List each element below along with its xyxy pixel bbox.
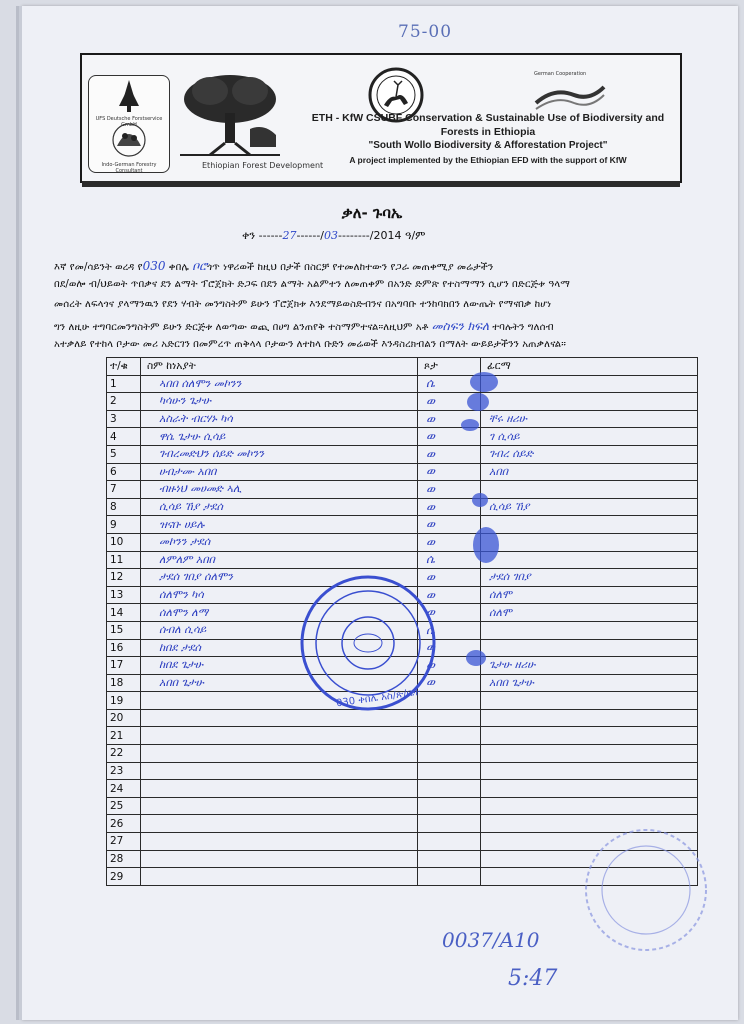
table-row — [107, 692, 698, 710]
row-name: ሰለሞን ካሳ — [141, 586, 418, 604]
date-prefix: ቀን — [242, 229, 256, 242]
row-name — [141, 815, 418, 833]
paragraph-line-3: መሰረት ለፍላጎና ያላማንዉን የደን ሃብት መንግስትም ይሁን ፕሮጀክቱ እንደማይወስድብንና በአግባቡ ተንከባክበን ለውጤት የማናበቃ ከሆነ — [54, 299, 552, 310]
table-row — [107, 797, 698, 815]
row-name: ከበደ ጌታሁ — [141, 657, 418, 675]
row-number: 5 — [107, 445, 141, 463]
table-row — [107, 657, 698, 675]
attendance-table — [106, 357, 698, 886]
row-signature: አበበ ጌታሁ — [481, 674, 698, 692]
row-sex — [418, 692, 481, 710]
row-sex: ወ — [418, 481, 481, 499]
table-row — [107, 393, 698, 411]
table-row — [107, 551, 698, 569]
row-signature: ገ ሲሳይ — [481, 428, 698, 446]
table-row — [107, 868, 698, 886]
row-sex: ወ — [418, 410, 481, 428]
row-sex — [418, 850, 481, 868]
row-signature — [481, 533, 698, 551]
table-row — [107, 481, 698, 499]
paragraph-line-4: ግን ለዚሁ ተግባርመንግስትም ይሁን ድርጅቱ ለወጣው ወጪ በሀግ ልንጠየቅ ተስማምተናል።ለዚህም አቶ መስፍን ክፍለ ተባሉትን ግለሰብ — [54, 319, 554, 333]
table-row — [107, 463, 698, 481]
row-sex: ወ — [418, 586, 481, 604]
row-number: 27 — [107, 833, 141, 851]
row-number: 16 — [107, 639, 141, 657]
table-row — [107, 815, 698, 833]
paragraph-line-2: በደ/ወሎ ብ/ህይወት ጥበቃና ደን ልማት ፕሮጀክት ድጋፍ በደን ልማት አልምተን ለመጠቀም በአንድ ድምጽ የተስማማን ሲሆን በድርጅቱ ዓላማ — [54, 279, 571, 290]
row-name: አስራት ብርሃኑ ካሳ — [141, 410, 418, 428]
row-sex: ሴ — [418, 375, 481, 393]
row-name: ለምለም አበበ — [141, 551, 418, 569]
row-name: ዝናቡ ሀይሉ — [141, 516, 418, 534]
table-row — [107, 850, 698, 868]
row-signature — [481, 868, 698, 886]
row-number: 25 — [107, 797, 141, 815]
table-row — [107, 445, 698, 463]
row-number: 18 — [107, 674, 141, 692]
ufs-logo — [88, 75, 170, 173]
table-row — [107, 674, 698, 692]
table-header-row — [107, 358, 698, 376]
row-sex: ወ — [418, 674, 481, 692]
row-name — [141, 745, 418, 763]
row-name: ታደሰ ገበያ ሰለሞን — [141, 569, 418, 587]
kebele-number: 030 — [142, 259, 166, 273]
row-name: ካሳሁን ጌታሁ — [141, 393, 418, 411]
efd-tree-logo — [180, 69, 280, 157]
row-number: 4 — [107, 428, 141, 446]
row-name — [141, 797, 418, 815]
row-number: 29 — [107, 868, 141, 886]
row-sex: ወ — [418, 516, 481, 534]
row-sex — [418, 797, 481, 815]
row-signature: ገብረ ሰይድ — [481, 445, 698, 463]
row-number: 15 — [107, 621, 141, 639]
row-sex: ሴ — [418, 551, 481, 569]
row-signature — [481, 727, 698, 745]
row-sex — [418, 709, 481, 727]
row-sex — [418, 762, 481, 780]
date-day: 27 — [282, 229, 297, 242]
row-signature: ጌታሁ ዘሪሁ — [481, 657, 698, 675]
table-row — [107, 621, 698, 639]
row-sex: ወ — [418, 639, 481, 657]
table-row — [107, 586, 698, 604]
table-row — [107, 498, 698, 516]
row-number: 10 — [107, 533, 141, 551]
row-number: 17 — [107, 657, 141, 675]
row-number: 2 — [107, 393, 141, 411]
row-name: ከበደ ታደሰ — [141, 639, 418, 657]
row-signature: ታደሰ ገበያ — [481, 569, 698, 587]
row-signature — [481, 516, 698, 534]
row-name — [141, 833, 418, 851]
row-name — [141, 868, 418, 886]
row-number: 21 — [107, 727, 141, 745]
header-name: ስም ከነአያት — [141, 358, 418, 376]
row-number: 20 — [107, 709, 141, 727]
row-name: ዋሴ ጌታሁ ሲሳይ — [141, 428, 418, 446]
row-signature — [481, 639, 698, 657]
row-sex: ወ — [418, 393, 481, 411]
row-sex — [418, 815, 481, 833]
leader-name: መስፍን ክፍለ — [431, 319, 490, 333]
row-number: 7 — [107, 481, 141, 499]
row-number: 9 — [107, 516, 141, 534]
row-sex: ወ — [418, 463, 481, 481]
table-row — [107, 375, 698, 393]
project-title — [298, 111, 678, 167]
row-signature — [481, 709, 698, 727]
row-number: 13 — [107, 586, 141, 604]
page-number: 75-00 — [398, 22, 453, 42]
row-signature — [481, 850, 698, 868]
row-number: 26 — [107, 815, 141, 833]
header-sex: ጾታ — [418, 358, 481, 376]
paragraph-line-5: አተቃለይ የተከላ ቦታው መሪ አድርገን በመምረጥ ጠቅላላ ቦታውን ለተከላ ቡድን መሬወች እንዳስረክብልን በማለት ውይይታችንን አጠቃለናል። — [54, 339, 567, 350]
row-number: 8 — [107, 498, 141, 516]
ufs-bottom-text: Indo-German Forestry Consultant — [101, 162, 157, 174]
row-signature: ሰለሞ — [481, 604, 698, 622]
row-signature — [481, 621, 698, 639]
row-name: ገብረመድህን ሰይድ መኮንን — [141, 445, 418, 463]
project-title-line2: Forests in Ethiopia — [440, 126, 536, 138]
ufs-logo-text: UFS Deutsche Forstservice GmbH — [95, 116, 163, 128]
row-signature — [481, 692, 698, 710]
row-number: 12 — [107, 569, 141, 587]
table-row — [107, 833, 698, 851]
row-sex — [418, 868, 481, 886]
row-number: 22 — [107, 745, 141, 763]
row-signature — [481, 393, 698, 411]
row-number: 11 — [107, 551, 141, 569]
row-sex: ሴ — [418, 621, 481, 639]
date-suffix: /2014 ዓ/ም — [369, 229, 426, 242]
row-number: 24 — [107, 780, 141, 798]
row-sex: ወ — [418, 428, 481, 446]
header-number: ተ/ቁ — [107, 358, 141, 376]
row-signature: ቸሩ ዘሪሁ — [481, 410, 698, 428]
row-signature — [481, 745, 698, 763]
row-sex — [418, 727, 481, 745]
row-sex: ወ — [418, 533, 481, 551]
table-row — [107, 709, 698, 727]
header-signature: ፊርማ — [481, 358, 698, 376]
table-row — [107, 428, 698, 446]
date-line: ቀን ------27------/03--------/2014 ዓ/ም — [242, 229, 426, 242]
row-signature: አበበ — [481, 463, 698, 481]
row-name — [141, 850, 418, 868]
row-sex — [418, 745, 481, 763]
row-signature — [481, 780, 698, 798]
row-number: 28 — [107, 850, 141, 868]
row-sex — [418, 780, 481, 798]
row-number: 1 — [107, 375, 141, 393]
giz-text: German Cooperation — [534, 71, 587, 77]
row-name: ኣበበ ሰለሞን መኮንን — [141, 375, 418, 393]
row-name: ሲሳይ ኸያ ታደሰ — [141, 498, 418, 516]
row-signature — [481, 815, 698, 833]
project-title-line1: ETH - KfW CSUBF Conservation & Sustainable Use of Biodiversity and — [311, 112, 665, 124]
row-signature — [481, 833, 698, 851]
row-name: ሀብታሙ አበበ — [141, 463, 418, 481]
row-name: አበበ ጌታሁ — [141, 674, 418, 692]
row-name — [141, 780, 418, 798]
table-row — [107, 410, 698, 428]
row-sex: ወ — [418, 604, 481, 622]
place-name: ቦሮ — [192, 259, 208, 273]
date-month: 03 — [324, 229, 339, 242]
row-name: ብዙነህ መሀመድ ኣሊ — [141, 481, 418, 499]
minutes-title: ቃለ- ጉባኤ — [341, 204, 403, 222]
row-number: 19 — [107, 692, 141, 710]
row-name — [141, 692, 418, 710]
row-number: 6 — [107, 463, 141, 481]
german-cooperation-logo — [534, 73, 606, 113]
efd-caption: Ethiopian Forest Development — [202, 161, 324, 170]
row-signature — [481, 797, 698, 815]
row-signature: ሰለሞ — [481, 586, 698, 604]
row-name — [141, 762, 418, 780]
table-row — [107, 533, 698, 551]
row-signature — [481, 551, 698, 569]
row-number: 3 — [107, 410, 141, 428]
row-name: መኮንን ታደሰ — [141, 533, 418, 551]
paragraph-line-1: እኛ የመ/ሳይንት ወረዳ የ030 ቀበሌ ቦሮጎጥ ነዋሪወች ከዚህ በታች በስርቻ የተመለከተውን የጋራ መጠቀሚያ መሬታችን — [54, 259, 494, 273]
row-sex — [418, 833, 481, 851]
row-name: ሰለሞን ለማ — [141, 604, 418, 622]
table-row — [107, 516, 698, 534]
row-name: ሰብለ ሲሳይ — [141, 621, 418, 639]
table-row — [107, 727, 698, 745]
table-row — [107, 639, 698, 657]
table-row — [107, 604, 698, 622]
project-title-line3: "South Wollo Biodiversity & Afforestation Project" — [368, 140, 608, 151]
table-row — [107, 762, 698, 780]
stamp-text: 030 ቀበሌ አስ/ጽ/ቤት — [335, 686, 421, 710]
table-row — [107, 569, 698, 587]
row-name — [141, 709, 418, 727]
row-sex: ወ — [418, 569, 481, 587]
row-number: 14 — [107, 604, 141, 622]
table-row — [107, 780, 698, 798]
handwritten-code: 0037/A10 — [442, 928, 540, 952]
row-number: 23 — [107, 762, 141, 780]
project-title-line4: A project implemented by the Ethiopian EFD with the support of KfW — [349, 155, 627, 165]
row-signature — [481, 762, 698, 780]
handwritten-number: 5:47 — [508, 966, 558, 991]
banner-underline — [82, 181, 680, 187]
table-row — [107, 745, 698, 763]
row-signature — [481, 375, 698, 393]
project-banner — [80, 53, 682, 183]
row-sex: ወ — [418, 498, 481, 516]
row-sex: ወ — [418, 657, 481, 675]
row-sex: ወ — [418, 445, 481, 463]
row-signature — [481, 481, 698, 499]
row-name — [141, 727, 418, 745]
row-signature: ሲሳይ ኸያ — [481, 498, 698, 516]
